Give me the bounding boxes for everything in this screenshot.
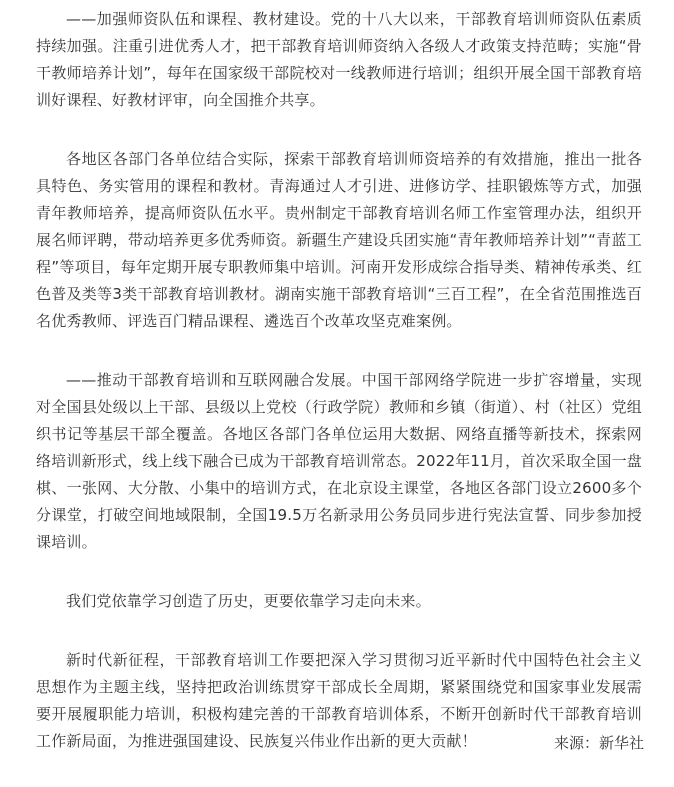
- paragraph-regional-practices: 各地区各部门各单位结合实际，探索干部教育培训师资培养的有效措施，推出一批各具特色、务实管用的课程和教材。青海通过人才引进、进修访学、挂职锻炼等方式，加强青年教师培养，提高师资队伍水平。贵州制定干部教育培训名师工作室管理办法，组织开展名师评聘，带动培养更多优秀师资。新疆生产建设兵团实施“青年教师培养计划”“青蓝工程”等项目，每年定期开展专职教师集中培训。河南开发形成综合指导类、精神传承类、红色普及类等3类干部教育培训教材。湖南实施干部教育培训“三百工程”，在全省范围推选百名优秀教师、评选百门精品课程、遴选百个改革攻坚克难案例。: [36, 150, 642, 330]
- paragraph-learning-history: 我们党依靠学习创造了历史，更要依靠学习走向未来。: [66, 592, 431, 610]
- paragraph-internet-integration: ——推动干部教育培训和互联网融合发展。中国干部网络学院进一步扩容增量，实现对全国县处级以上干部、县级以上党校（行政学院）教师和乡镇（街道）、村（社区）党组织书记等基层干部全覆盖。各地区各部门各单位运用大数据、网络直播等新技术，探索网络培训新形式，线上线下融合已成为干部教育培训常态。2022年11月，首次采取全国一盘棋、一张网、大分散、小集中的培训方式，在北京设主课堂，各地区各部门设立2600多个分课堂，打破空间地域限制，全国19.5万名新录用公务员同步进行宪法宣誓、同步参加授课培训。: [36, 371, 642, 551]
- paragraph-teacher-building: ——加强师资队伍和课程、教材建设。党的十八大以来，干部教育培训师资队伍素质持续加强。注重引进优秀人才，把干部教育培训师资纳入各级人才政策支持范畴；实施“骨干教师培养计划”，每年在国家级干部院校对一线教师进行培训；组织开展全国干部教育培训好课程、好教材评审，向全国推介共享。: [36, 10, 642, 109]
- source-attribution: 来源：新华社: [553, 734, 644, 752]
- article-body: [36, 6, 642, 787]
- paragraph-new-era: 新时代新征程，干部教育培训工作要把深入学习贯彻习近平新时代中国特色社会主义思想作为主题主线，坚持把政治训练贯穿干部成长全周期，紧紧围绕党和国家事业发展需要开展履职能力培训，积极构建完善的干部教育培训体系，不断开创新时代干部教育培训工作新局面，为推进强国建设、民族复兴伟业作出新的更大贡献！: [36, 651, 642, 750]
